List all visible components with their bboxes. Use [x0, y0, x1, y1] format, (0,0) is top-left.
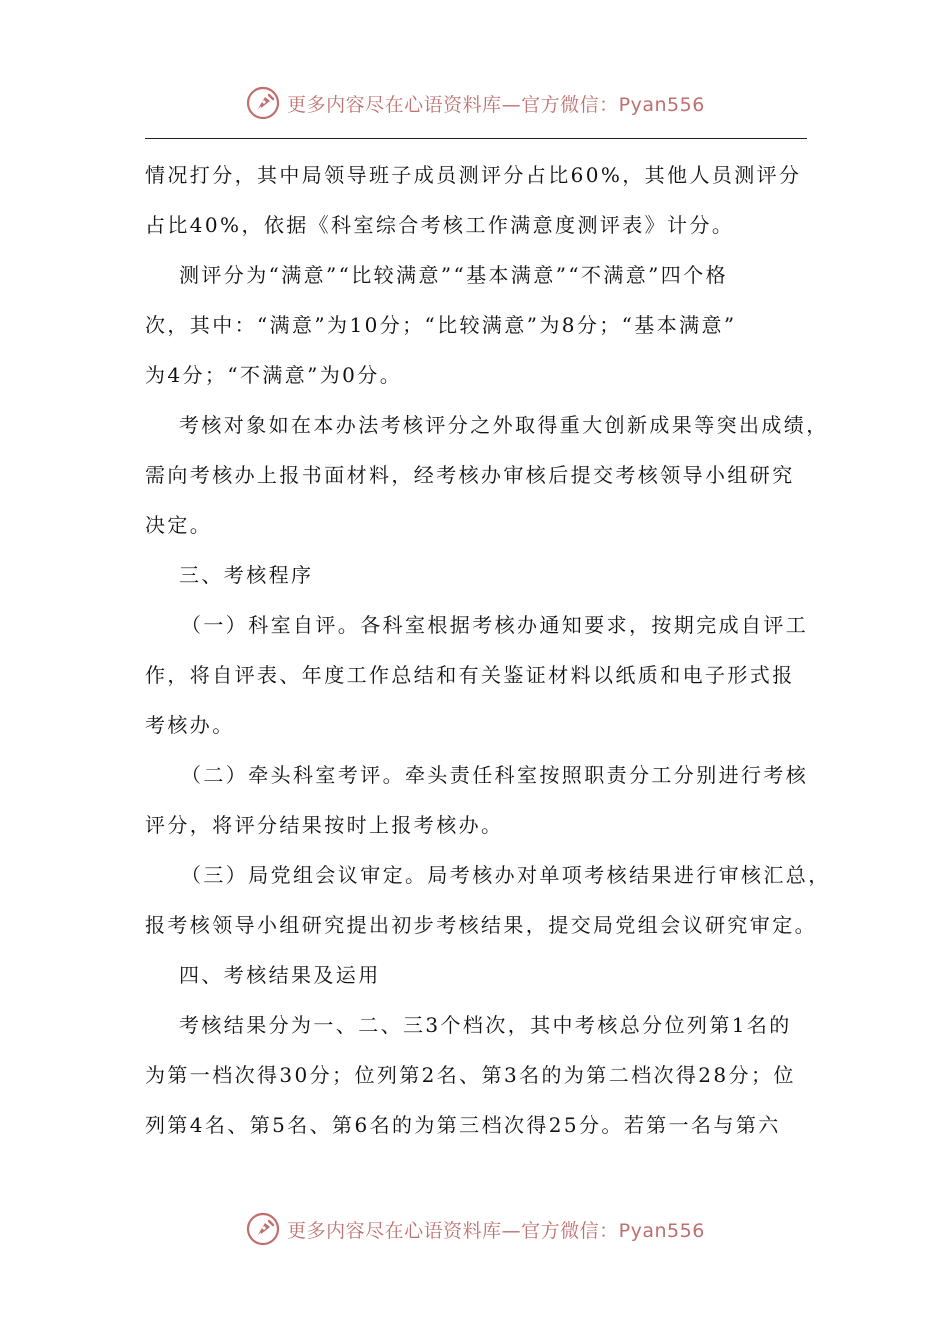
footer-watermark: [0, 1204, 950, 1254]
text-line: 为第一档次得30分；位列第2名、第3名的为第二档次得28分；位: [145, 1063, 796, 1087]
paragraph-start: （一）科室自评。各科室根据考核办通知要求，按期完成自评工: [181, 613, 809, 637]
text-line: 决定。: [145, 513, 213, 537]
text-line: 作，将自评表、年度工作总结和有关鉴证材料以纸质和电子形式报: [145, 663, 795, 687]
text-line: 情况打分，其中局领导班子成员测评分占比60%，其他人员测评分: [145, 163, 802, 187]
text-line: 次，其中：“满意”为10分；“比较满意”为8分；“基本满意”: [145, 313, 737, 337]
text-line: 评分，将评分结果按时上报考核办。: [145, 813, 504, 837]
text-line: 为4分；“不满意”为0分。: [145, 363, 403, 387]
paragraph-start: （三）局党组会议审定。局考核办对单项考核结果进行审核汇总，: [181, 863, 831, 887]
text-line: 考核办。: [145, 713, 235, 737]
paragraph-start: （二）牵头科室考评。牵头责任科室按照职责分工分别进行考核: [181, 763, 809, 787]
paragraph-start: 考核对象如在本办法考核评分之外取得重大创新成果等突出成绩，: [179, 413, 829, 437]
text-line: 报考核领导小组研究提出初步考核结果，提交局党组会议研究审定。: [145, 913, 817, 937]
section-heading: 三、考核程序: [179, 563, 314, 587]
watermark-text: 更多内容尽在心语资料库—官方微信：Pyan556: [287, 93, 705, 116]
section-heading: 四、考核结果及运用: [179, 963, 381, 987]
watermark-text: 更多内容尽在心语资料库—官方微信：Pyan556: [287, 1219, 705, 1242]
header-watermark: [0, 78, 950, 128]
fountain-pen-nib-icon: [245, 85, 281, 121]
paragraph-start: 考核结果分为一、二、三3个档次，其中考核总分位列第1名的: [179, 1013, 792, 1037]
text-line: 列第4名、第5名、第6名的为第三档次得25分。若第一名与第六: [145, 1113, 781, 1137]
text-line: 需向考核办上报书面材料，经考核办审核后提交考核领导小组研究: [145, 463, 795, 487]
document-body: [145, 150, 831, 1150]
paragraph-start: 测评分为“满意”“比较满意”“基本满意”“不满意”四个格: [179, 263, 728, 287]
header-divider: [145, 138, 807, 139]
text-line: 占比40%，依据《科室综合考核工作满意度测评表》计分。: [145, 213, 735, 237]
fountain-pen-nib-icon: [245, 1211, 281, 1247]
